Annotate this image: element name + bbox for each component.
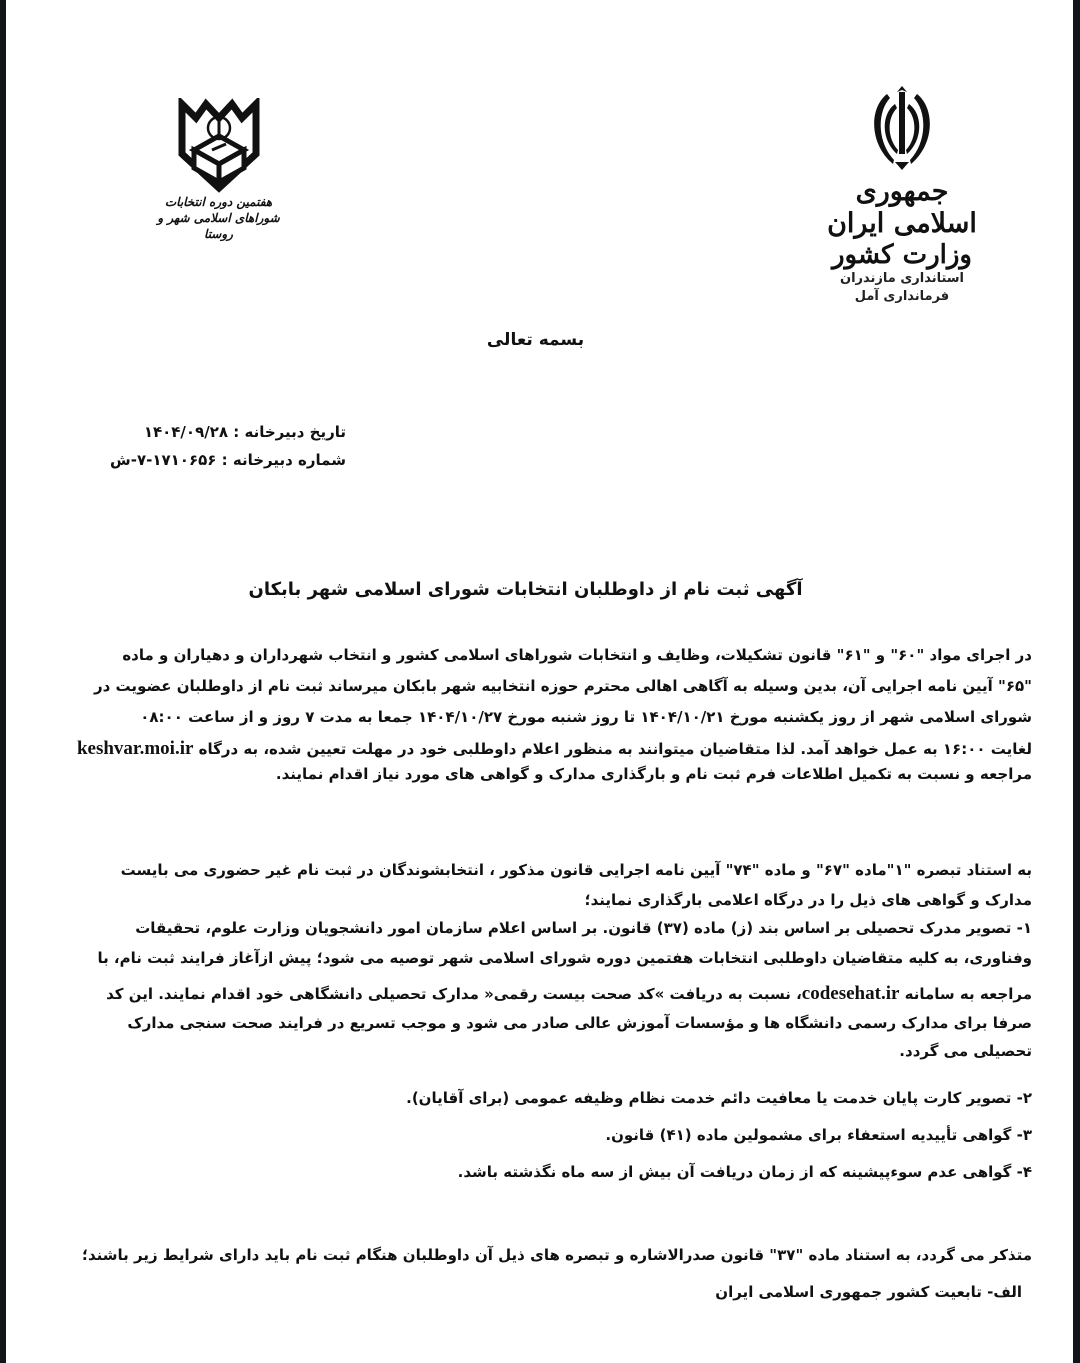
bismillah-text: بسمه تعالی xyxy=(486,330,585,350)
item-1-text-before: مراجعه به سامانه xyxy=(904,985,1032,1003)
secretariat-number xyxy=(96,446,346,474)
date-label: تاریخ دبیرخانه : xyxy=(233,423,346,441)
notice-title-text: آگهی ثبت نام از داوطلبان انتخابات شورای اسلامی شهر بابکان xyxy=(248,579,803,600)
item-1-line: صرفا برای مدارک رسمی دانشگاه ها و مؤسسات آموزش عالی صادر می شود و موجب تسریع در فرایند صحت سنجی مدارک xyxy=(127,1014,1032,1032)
document-page xyxy=(6,0,1073,1363)
paragraph-required-documents xyxy=(68,856,1032,1065)
number-value: ۱۷۱۰۶۵۶-۷-ش xyxy=(110,451,217,469)
paragraph-line: در اجرای مواد "۶۰" و "۶۱" قانون تشکیلات، وظایف و انتخابات شوراهای اسلامی کشور و انتخاب شهرداران و دهیاران و ماده xyxy=(122,646,1032,664)
list-item: ۳- گواهی تأییدیه استعفاء برای مشمولین ماده (۴۱) قانون. xyxy=(605,1126,1032,1144)
list-item: ۲- تصویر کارت پایان خدمت یا معافیت دائم خدمت نظام وظیفه عمومی (برای آقایان). xyxy=(406,1089,1032,1107)
paragraph-line: متذکر می گردد، به استناد ماده "۳۷" قانون صدرالاشاره و تبصره های ذیل آن داوطلبان هنگام ثبت نام باید دارای شرایط زیر باشند؛ xyxy=(82,1246,1032,1264)
paragraph-line: شورای اسلامی شهر از روز یکشنبه مورخ ۱۴۰۴/۱۰/۲۱ تا روز شنبه مورخ ۱۴۰۴/۱۰/۲۷ جمعا به مدت ۷ روز و از ساعت ۰۸:۰۰ xyxy=(140,708,1032,726)
election-caption-line1: هفتمین دوره انتخابات xyxy=(164,195,273,209)
codesehat-link[interactable]: codesehat.ir xyxy=(801,983,900,1004)
bismillah-heading xyxy=(6,330,1073,350)
item-1-line xyxy=(68,979,1032,1009)
portal-link[interactable]: keshvar.moi.ir xyxy=(76,738,194,759)
ministry-name: وزارت کشور xyxy=(832,240,972,270)
secretariat-date xyxy=(96,418,346,446)
item-1-line: ۱- تصویر مدرک تحصیلی بر اساس بند (ز) ماده (۳۷) قانون. بر اساس اعلام سازمان امور دانشجویان وزارت علوم، تحقیقات xyxy=(135,919,1032,937)
paragraph-line: به استناد تبصره "۱"ماده "۶۷" و ماده "۷۴" آیین نامه اجرایی قانون مذکور ، انتخابشوندگان در ثبت نام غیر حضوری می بایست xyxy=(120,861,1032,879)
secretariat-meta xyxy=(96,418,346,474)
paragraph-line xyxy=(68,733,1032,759)
governorate-name: استانداری مازندران xyxy=(839,271,965,286)
list-item: ۴- گواهی عدم سوءپیشینه که از زمان دریافت آن بیش از سه ماه نگذشته باشد. xyxy=(457,1163,1032,1181)
paragraph-line: مراجعه و نسبت به تکمیل اطلاعات فرم ثبت نام و بارگذاری مدارک و گواهی های مورد نیاز اقدام نمایند. xyxy=(275,765,1032,783)
item-1-line: تحصیلی می گردد. xyxy=(899,1042,1032,1060)
iran-emblem-icon xyxy=(867,84,937,172)
ministry-country-name: جمهوری اسلامی ایران xyxy=(827,176,977,239)
documents-list xyxy=(68,1080,1032,1191)
paragraph-line: "۶۵" آیین نامه اجرایی آن، بدین وسیله به آگاهی اهالی محترم حوزه انتخابیه شهر بابکان میرساند ثبت نام از داوطلبان عضویت در xyxy=(94,677,1032,695)
paragraph-conditions xyxy=(68,1237,1032,1311)
election-logo xyxy=(146,98,291,242)
county-governorate-name: فرمانداری آمل xyxy=(854,289,950,304)
paragraph-line-text: لغایت ۱۶:۰۰ به عمل خواهد آمد. لذا متقاضیان میتوانند به منظور اعلام داوطلبی خود در مهلت تعیین شده، به درگاه xyxy=(198,740,1032,758)
ministry-header xyxy=(812,84,992,306)
number-label: شماره دبیرخانه : xyxy=(221,451,346,469)
election-ballot-box-icon xyxy=(164,98,274,194)
item-1-text-after: ، نسبت به دریافت »کد صحت بیست رقمی« مدارک تحصیلی دانشگاهی خود اقدام نمایند. این کد xyxy=(106,985,802,1003)
date-value: ۱۴۰۴/۰۹/۲۸ xyxy=(143,423,229,441)
paragraph-line: مدارک و گواهی های ذیل را در درگاه اعلامی بارگذاری نمایند؛ xyxy=(584,891,1032,909)
notice-title xyxy=(6,579,1073,600)
item-1-line: وفناوری، به کلیه متقاضیان داوطلبی انتخابات هفتمین دوره شورای اسلامی شهر توصیه می شود؛ پیش ازآغاز فرایند ثبت نام، با xyxy=(97,949,1032,967)
paragraph-registration-period xyxy=(68,640,1032,790)
election-caption-line2: شوراهای اسلامی شهر و روستا xyxy=(157,211,280,241)
condition-item: الف- تابعیت کشور جمهوری اسلامی ایران xyxy=(715,1283,1022,1301)
